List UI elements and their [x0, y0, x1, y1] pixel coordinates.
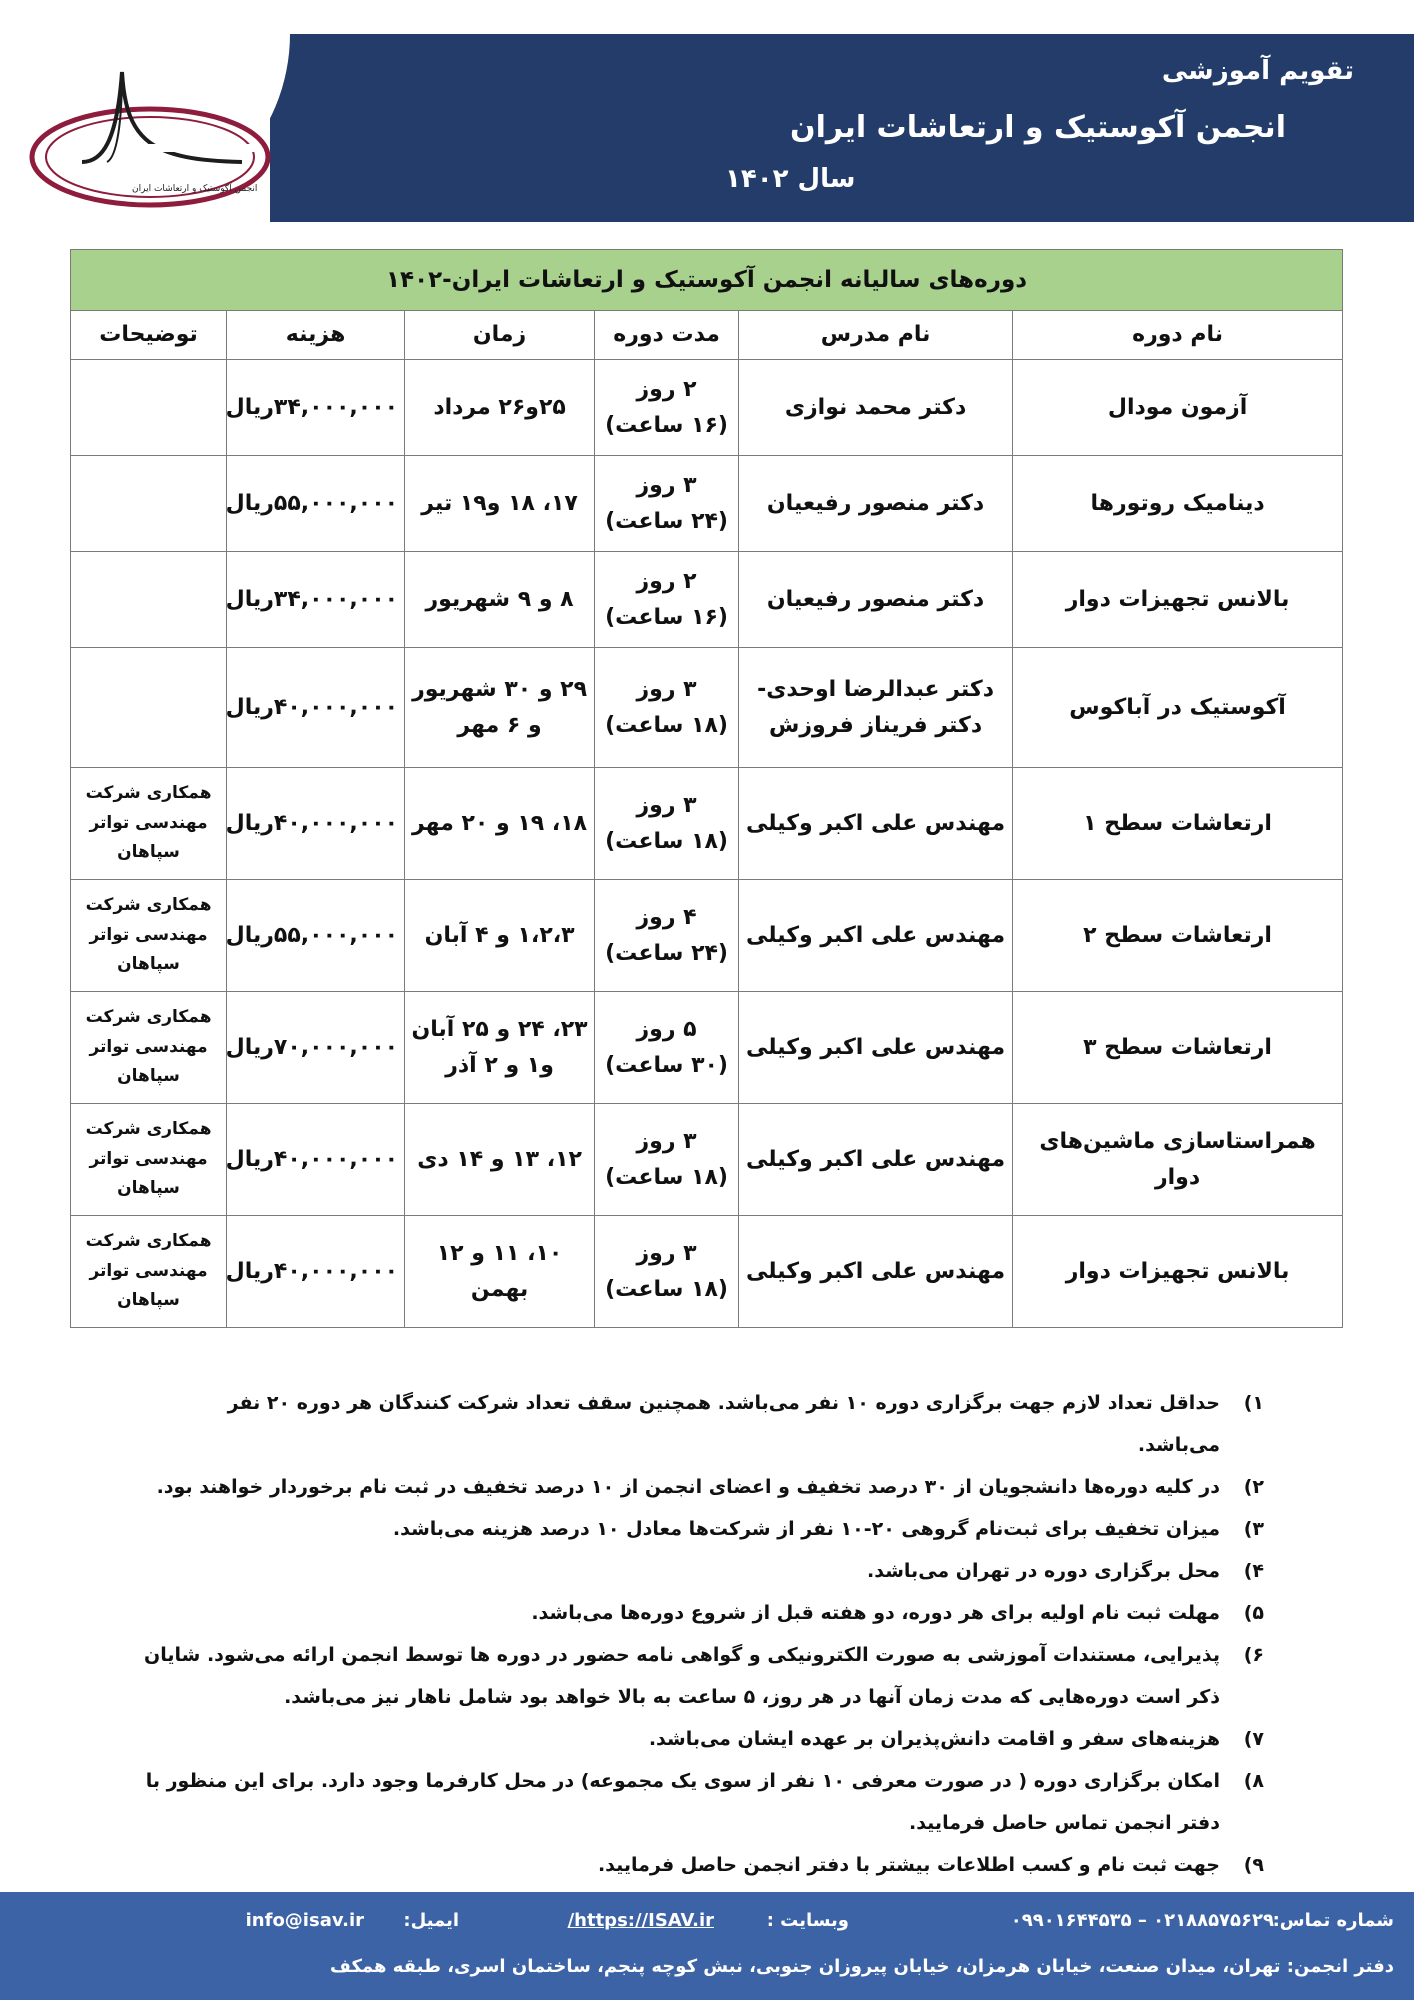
column-header-notes: توضیحات — [71, 311, 227, 360]
item-number: ۵) — [1243, 1602, 1264, 1624]
footer-address: دفتر انجمن: تهران، میدان صنعت، خیابان هرمزان، خیابان پیروزان جنوبی، نبش کوچه پنجم، ساختمان اسری، طبقه همکف — [330, 1956, 1394, 1977]
item-text: پذیرایی، مستندات آموزشی به صورت الکترونیکی و گواهی نامه حضور در دوره ها توسط انجمن ارائه می‌شود. شایان ذکر است دوره‌هایی که مدت زمان آنها در هر روز، ۵ ساعت به بالا خواهد بود شامل ناهار نیز می‌باشد. — [144, 1644, 1220, 1708]
table-row — [71, 1216, 1343, 1328]
duration-hours: (۲۴ ساعت) — [605, 508, 728, 534]
duration-days: ۲ روز — [636, 569, 697, 595]
list-item — [140, 1634, 1264, 1718]
course-notes: همکاری شرکت مهندسی تواتر سپاهان — [71, 1104, 227, 1216]
course-duration — [595, 1104, 739, 1216]
item-number: ۳) — [1243, 1518, 1264, 1540]
duration-hours: (۱۸ ساعت) — [605, 1276, 728, 1302]
course-duration — [595, 552, 739, 648]
footer-contact-row — [14, 1910, 1394, 1940]
item-number: ۲) — [1243, 1476, 1264, 1498]
course-notes: همکاری شرکت مهندسی تواتر سپاهان — [71, 768, 227, 880]
table-row — [71, 456, 1343, 552]
course-duration — [595, 648, 739, 768]
terms-list — [140, 1382, 1264, 1886]
course-name: ارتعاشات سطح ۲ — [1013, 880, 1343, 992]
column-header-time: زمان — [405, 311, 595, 360]
course-time: ۲۹ و ۳۰ شهریور و ۶ مهر — [405, 648, 595, 768]
course-name: ارتعاشات سطح ۱ — [1013, 768, 1343, 880]
item-number: ۴) — [1243, 1560, 1264, 1582]
course-time: ۱۰، ۱۱ و ۱۲ بهمن — [405, 1216, 595, 1328]
course-notes — [71, 552, 227, 648]
course-time: ۲۳، ۲۴ و ۲۵ آبان و۱ و ۲ آذر — [405, 992, 595, 1104]
course-notes: همکاری شرکت مهندسی تواتر سپاهان — [71, 880, 227, 992]
course-name: ارتعاشات سطح ۳ — [1013, 992, 1343, 1104]
table-caption: دوره‌های سالیانه انجمن آکوستیک و ارتعاشات ایران-۱۴۰۲ — [71, 250, 1343, 311]
course-fee: ۴۰,۰۰۰,۰۰۰ریال — [227, 1216, 405, 1328]
duration-days: ۳ روز — [636, 677, 697, 703]
course-duration — [595, 360, 739, 456]
column-header-course: نام دوره — [1013, 311, 1343, 360]
item-text: میزان تخفیف برای ثبت‌نام گروهی ۲۰-۱۰ نفر از شرکت‌ها معادل ۱۰ درصد هزینه می‌باشد. — [392, 1518, 1220, 1540]
course-notes — [71, 360, 227, 456]
course-name: بالانس تجهیزات دوار — [1013, 1216, 1343, 1328]
table-row — [71, 768, 1343, 880]
list-item — [140, 1382, 1264, 1466]
item-number: ۶) — [1243, 1644, 1264, 1666]
table-row — [71, 880, 1343, 992]
teacher-name: مهندس علی اکبر وکیلی — [739, 880, 1013, 992]
course-fee: ۳۴,۰۰۰,۰۰۰ریال — [227, 552, 405, 648]
table-row — [71, 360, 1343, 456]
teacher-name: دکتر محمد نوازی — [739, 360, 1013, 456]
course-duration — [595, 992, 739, 1104]
duration-days: ۳ روز — [636, 793, 697, 819]
course-fee: ۵۵,۰۰۰,۰۰۰ریال — [227, 880, 405, 992]
course-time: ۱۷، ۱۸ و۱۹ تیر — [405, 456, 595, 552]
item-number: ۱) — [1243, 1392, 1264, 1414]
course-time: ۲۵و۲۶ مرداد — [405, 360, 595, 456]
duration-hours: (۱۸ ساعت) — [605, 712, 728, 738]
duration-hours: (۱۸ ساعت) — [605, 1164, 728, 1190]
header-title-calendar: تقویم آموزشی — [1161, 56, 1354, 86]
duration-hours: (۱۶ ساعت) — [605, 604, 728, 630]
course-fee: ۵۵,۰۰۰,۰۰۰ریال — [227, 456, 405, 552]
website-link[interactable]: https://ISAV.ir/ — [567, 1910, 714, 1931]
course-fee: ۷۰,۰۰۰,۰۰۰ریال — [227, 992, 405, 1104]
course-time: ۱۸، ۱۹ و ۲۰ مهر — [405, 768, 595, 880]
course-name: آکوستیک در آباکوس — [1013, 648, 1343, 768]
duration-hours: (۱۶ ساعت) — [605, 412, 728, 438]
course-schedule-table — [70, 249, 1343, 1328]
course-time: ۱۲، ۱۳ و ۱۴ دی — [405, 1104, 595, 1216]
page-header — [0, 34, 1414, 222]
duration-days: ۵ روز — [636, 1017, 697, 1043]
item-text: محل برگزاری دوره در تهران می‌باشد. — [867, 1560, 1220, 1582]
table-row — [71, 552, 1343, 648]
list-item — [140, 1718, 1264, 1760]
course-duration — [595, 768, 739, 880]
teacher-name: دکتر منصور رفیعیان — [739, 456, 1013, 552]
teacher-name: دکتر عبدالرضا اوحدی- دکتر فریناز فروزش — [739, 648, 1013, 768]
duration-hours: (۲۴ ساعت) — [605, 940, 728, 966]
list-item — [140, 1550, 1264, 1592]
header-title-year: سال ۱۴۰۲ — [725, 164, 856, 194]
course-name: همراستاسازی ماشین‌های دوار — [1013, 1104, 1343, 1216]
teacher-name: دکتر منصور رفیعیان — [739, 552, 1013, 648]
column-header-teacher: نام مدرس — [739, 311, 1013, 360]
table-header-row — [71, 311, 1343, 360]
list-item — [140, 1844, 1264, 1886]
course-name: آزمون مودال — [1013, 360, 1343, 456]
header-title-association: انجمن آکوستیک و ارتعاشات ایران — [790, 110, 1286, 145]
list-item — [140, 1760, 1264, 1844]
course-fee: ۴۰,۰۰۰,۰۰۰ریال — [227, 768, 405, 880]
item-text: امکان برگزاری دوره ( در صورت معرفی ۱۰ نفر از سوی یک مجموعه) در محل کارفرما وجود دارد. برای این منظور با دفتر انجمن تماس حاصل فرمایید. — [145, 1770, 1220, 1834]
course-time: ۸ و ۹ شهریور — [405, 552, 595, 648]
email-label: ایمیل: — [403, 1910, 459, 1931]
column-header-duration: مدت دوره — [595, 311, 739, 360]
page-footer — [0, 1892, 1414, 2000]
item-text: در کلیه دوره‌ها دانشجویان از ۳۰ درصد تخفیف و اعضای انجمن از ۱۰ درصد تخفیف در ثبت نام برخوردار خواهند بود. — [156, 1476, 1220, 1498]
item-number: ۸) — [1243, 1770, 1264, 1792]
table-row — [71, 1104, 1343, 1216]
course-name: بالانس تجهیزات دوار — [1013, 552, 1343, 648]
course-notes — [71, 648, 227, 768]
table-row — [71, 992, 1343, 1104]
duration-days: ۳ روز — [636, 1241, 697, 1267]
list-item — [140, 1592, 1264, 1634]
association-logo — [22, 62, 282, 212]
course-notes: همکاری شرکت مهندسی تواتر سپاهان — [71, 992, 227, 1104]
duration-hours: (۳۰ ساعت) — [605, 1052, 728, 1078]
item-number: ۷) — [1243, 1728, 1264, 1750]
duration-days: ۴ روز — [636, 905, 697, 931]
course-notes — [71, 456, 227, 552]
email-link[interactable]: info@isav.ir — [245, 1910, 364, 1931]
duration-days: ۳ روز — [636, 1129, 697, 1155]
duration-days: ۳ روز — [636, 473, 697, 499]
logo-caption: انجمن آکوستیک و ارتعاشات ایران — [132, 184, 258, 194]
course-duration — [595, 1216, 739, 1328]
list-item — [140, 1508, 1264, 1550]
teacher-name: مهندس علی اکبر وکیلی — [739, 992, 1013, 1104]
item-text: حداقل تعداد لازم جهت برگزاری دوره ۱۰ نفر می‌باشد. همچنین سقف تعداد شرکت کنندگان هر دوره ۲۰ نفر می‌باشد. — [227, 1392, 1220, 1456]
course-duration — [595, 456, 739, 552]
teacher-name: مهندس علی اکبر وکیلی — [739, 1104, 1013, 1216]
duration-hours: (۱۸ ساعت) — [605, 828, 728, 854]
course-notes: همکاری شرکت مهندسی تواتر سپاهان — [71, 1216, 227, 1328]
course-name: دینامیک روتورها — [1013, 456, 1343, 552]
phone-value: ۰۲۱۸۸۵۷۵۶۲۹ – ۰۹۹۰۱۶۴۴۵۳۵ — [1010, 1910, 1274, 1931]
table-row — [71, 648, 1343, 768]
course-time: ۱،۲،۳ و ۴ آبان — [405, 880, 595, 992]
website-label: وبسایت : — [766, 1910, 849, 1931]
item-text: جهت ثبت نام و کسب اطلاعات بیشتر با دفتر انجمن حاصل فرمایید. — [597, 1854, 1220, 1876]
item-text: مهلت ثبت نام اولیه برای هر دوره، دو هفته قبل از شروع دوره‌ها می‌باشد. — [531, 1602, 1220, 1624]
duration-days: ۲ روز — [636, 377, 697, 403]
teacher-name: مهندس علی اکبر وکیلی — [739, 768, 1013, 880]
column-header-fee: هزینه — [227, 311, 405, 360]
teacher-name: مهندس علی اکبر وکیلی — [739, 1216, 1013, 1328]
course-duration — [595, 880, 739, 992]
phone-label: شماره تماس: — [1272, 1910, 1394, 1931]
course-fee: ۳۴,۰۰۰,۰۰۰ریال — [227, 360, 405, 456]
item-text: هزینه‌های سفر و اقامت دانش‌پذیران بر عهده ایشان می‌باشد. — [648, 1728, 1220, 1750]
item-number: ۹) — [1243, 1854, 1264, 1876]
list-item — [140, 1466, 1264, 1508]
course-fee: ۴۰,۰۰۰,۰۰۰ریال — [227, 1104, 405, 1216]
course-fee: ۴۰,۰۰۰,۰۰۰ریال — [227, 648, 405, 768]
